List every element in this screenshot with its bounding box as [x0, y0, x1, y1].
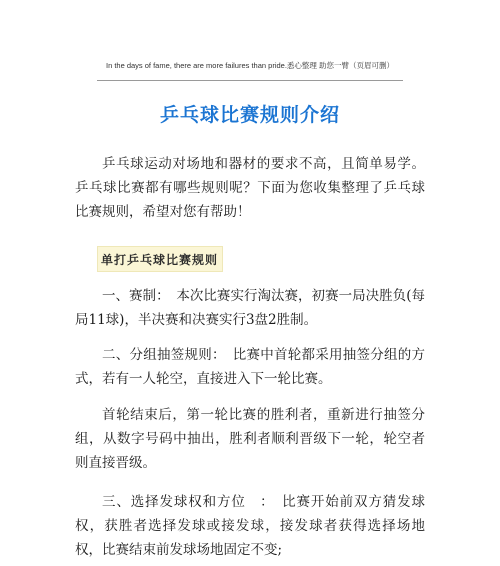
section-heading: 单打乒乓球比赛规则 [101, 252, 219, 267]
rule-paragraph-draw: 二、分组抽签规则： 比赛中首轮都采用抽签分组的方式，若有一人轮空，直接进入下一轮比赛。 [75, 347, 425, 387]
rule-paragraph-format: 一、赛制： 本次比赛实行淘汰赛，初赛一局决胜负(每局11球)，半决赛和决赛实行3盘2胜制。 [75, 288, 425, 328]
header-divider [97, 80, 403, 81]
page-header-text: In the days of fame, there are more failures than pride.悉心整理 助您一臂（页眉可删） [105, 61, 394, 70]
section-heading-highlight [97, 246, 223, 272]
rule-paragraph-serve: 三、选择发球权和方位 ： 比赛开始前双方猜发球权，获胜者选择发球或接发球，接发球者获得选择场地权，比赛结束前发球场地固定不变; [75, 494, 425, 558]
rule-paragraph-first-round: 首轮结束后，第一轮比赛的胜利者，重新进行抽签分组，从数字号码中抽出，胜利者顺利晋级下一轮，轮空者则直接晋级。 [75, 407, 425, 471]
intro-paragraph: 乒乓球运动对场地和器材的要求不高，且简单易学。乒乓球比赛都有哪些规则呢？下面为您收集整理了乒乓球比赛规则，希望对您有帮助！ [75, 156, 425, 220]
document-title: 乒乓球比赛规则介绍 [159, 104, 340, 126]
